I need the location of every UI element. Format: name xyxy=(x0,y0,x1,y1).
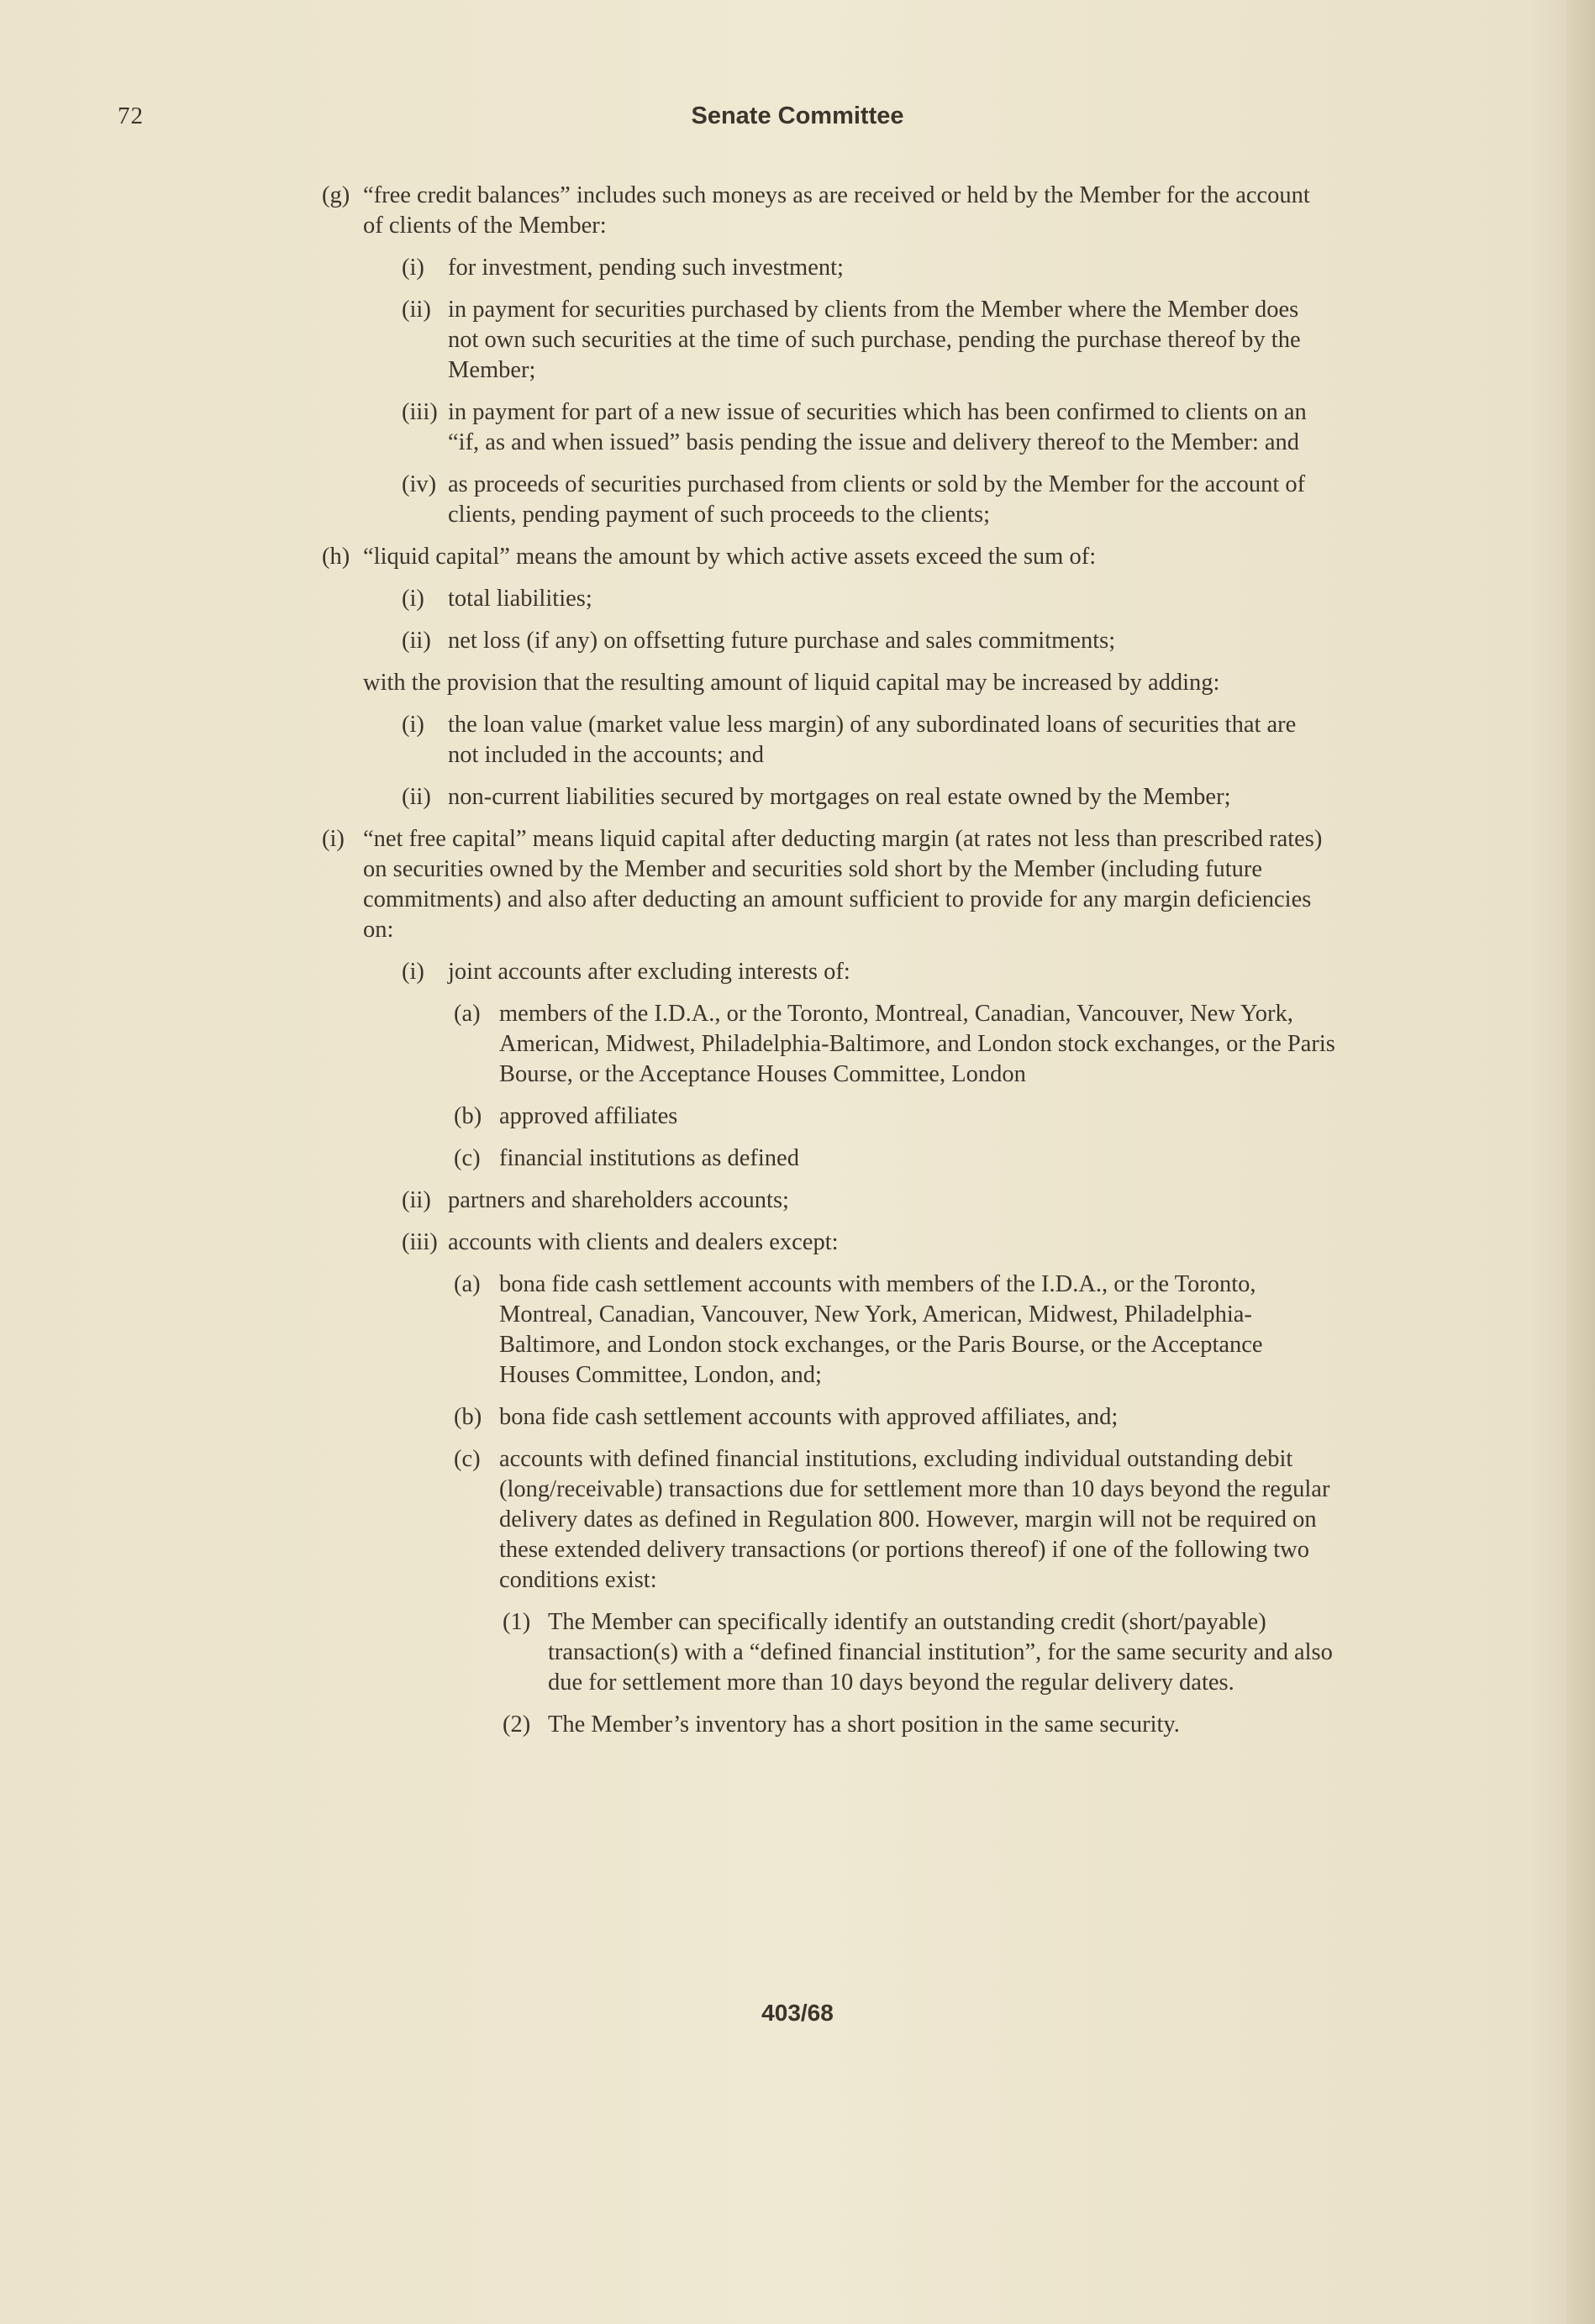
list-item xyxy=(0,295,1595,386)
list-item xyxy=(0,710,1595,770)
item-label: (iii) xyxy=(402,1229,438,1255)
list-item xyxy=(0,253,1595,283)
item-label: (i) xyxy=(402,255,424,281)
item-label: (a) xyxy=(454,1271,481,1297)
list-item xyxy=(0,782,1595,812)
list-item xyxy=(0,397,1595,458)
item-text: accounts with clients and dealers except: xyxy=(448,1229,839,1255)
item-text: net loss (if any) on offsetting future purchase and sales commitments; xyxy=(448,628,1116,654)
list-item xyxy=(0,957,1595,987)
item-text: accounts with defined financial institutions, excluding individual outstanding debit (long/receivable) transactions due for settlement more than 10 days beyond the regular delivery dates as defined in Regulation 800. However, margin will not be required on these extended delivery transactions (or portions thereof) if one of the following two conditions exist: xyxy=(499,1446,1330,1593)
item-label: (ii) xyxy=(402,784,431,810)
list-item xyxy=(0,824,1595,945)
item-text: partners and shareholders accounts; xyxy=(448,1187,789,1213)
item-label: (1) xyxy=(503,1609,531,1635)
item-label: (ii) xyxy=(402,628,431,654)
list-item xyxy=(0,584,1595,614)
list-item xyxy=(0,181,1595,241)
item-text: “liquid capital” means the amount by which active assets exceed the sum of: xyxy=(363,544,1097,570)
list-item xyxy=(0,1607,1595,1698)
list-item xyxy=(0,1186,1595,1216)
item-text: as proceeds of securities purchased from clients or sold by the Member for the account of clients, pending payment of such proceeds to the clients; xyxy=(448,471,1306,528)
list-item xyxy=(0,1228,1595,1258)
item-label: (ii) xyxy=(402,297,431,323)
list-item xyxy=(0,1102,1595,1132)
item-label: (i) xyxy=(402,959,424,985)
item-label: (iii) xyxy=(402,399,438,425)
list-item xyxy=(0,470,1595,530)
item-label: (i) xyxy=(402,712,424,738)
item-text: bona fide cash settlement accounts with members of the I.D.A., or the Toronto, Montreal, Canadian, Vancouver, New York, American, Midwest, Philadelphia-Baltimore, and London stock exchanges, or the Paris Bourse, or the Acceptance Houses Committee, London, and; xyxy=(499,1271,1263,1388)
item-label: (g) xyxy=(322,182,350,208)
document-body xyxy=(0,181,1595,1752)
item-label: (ii) xyxy=(402,1187,431,1213)
running-title: Senate Committee xyxy=(691,103,904,129)
item-text: for investment, pending such investment; xyxy=(448,255,844,281)
item-text: “free credit balances” includes such moneys as are received or held by the Member for the account of clients of the Member: xyxy=(363,182,1310,239)
item-label: (b) xyxy=(454,1404,482,1430)
list-item xyxy=(0,626,1595,656)
item-label: (i) xyxy=(322,826,345,852)
page-number: 72 xyxy=(118,103,144,129)
item-label: (c) xyxy=(454,1446,481,1472)
item-text: total liabilities; xyxy=(448,586,592,612)
item-text: in payment for part of a new issue of securities which has been confirmed to clients on an “if, as and when issued” basis pending the issue and delivery thereof to the Member: and xyxy=(448,399,1307,455)
item-text: in payment for securities purchased by clients from the Member where the Member does not own such securities at the time of such purchase, pending the purchase thereof by the Member; xyxy=(448,297,1301,383)
item-text: the loan value (market value less margin) of any subordinated loans of securities that are not included in the accounts; and xyxy=(448,712,1297,768)
list-item xyxy=(0,1444,1595,1596)
item-text: non-current liabilities secured by mortgages on real estate owned by the Member; xyxy=(448,784,1231,810)
page-header xyxy=(0,103,1595,136)
list-item xyxy=(0,1270,1595,1391)
item-label: (b) xyxy=(454,1103,482,1129)
item-text: bona fide cash settlement accounts with approved affiliates, and; xyxy=(499,1404,1119,1430)
list-item xyxy=(0,1402,1595,1433)
item-label: (h) xyxy=(322,544,350,570)
list-item xyxy=(0,542,1595,572)
item-label: (i) xyxy=(402,586,424,612)
item-text: financial institutions as defined xyxy=(499,1145,799,1171)
list-item xyxy=(0,1710,1595,1740)
item-label: (2) xyxy=(503,1711,531,1738)
page-footer: 403/68 xyxy=(761,2000,834,2026)
item-label: (c) xyxy=(454,1145,481,1171)
item-text: joint accounts after excluding interests of: xyxy=(448,959,850,985)
item-text: The Member’s inventory has a short position in the same security. xyxy=(548,1711,1180,1738)
item-text: approved affiliates xyxy=(499,1103,678,1129)
list-item xyxy=(0,1144,1595,1174)
item-label: (iv) xyxy=(402,471,437,497)
item-text: members of the I.D.A., or the Toronto, Montreal, Canadian, Vancouver, New York, American, Midwest, Philadelphia-Baltimore, and London stock exchanges, or the Paris Bourse, or the Acceptance Houses Committee, London xyxy=(499,1001,1335,1087)
item-text: The Member can specifically identify an outstanding credit (short/payable) transaction(s) with a “defined financial institution”, for the same security and also due for settlement more than 10 days beyond the regular delivery dates. xyxy=(548,1609,1333,1696)
item-label: (a) xyxy=(454,1001,481,1027)
item-text: “net free capital” means liquid capital after deducting margin (at rates not less than prescribed rates) on securities owned by the Member and securities sold short by the Member (including future commitments) and also after deducting an amount sufficient to provide for any margin deficiencies on: xyxy=(363,826,1323,943)
paragraph: with the provision that the resulting amount of liquid capital may be increased by adding: xyxy=(363,670,1220,696)
list-item xyxy=(0,999,1595,1090)
